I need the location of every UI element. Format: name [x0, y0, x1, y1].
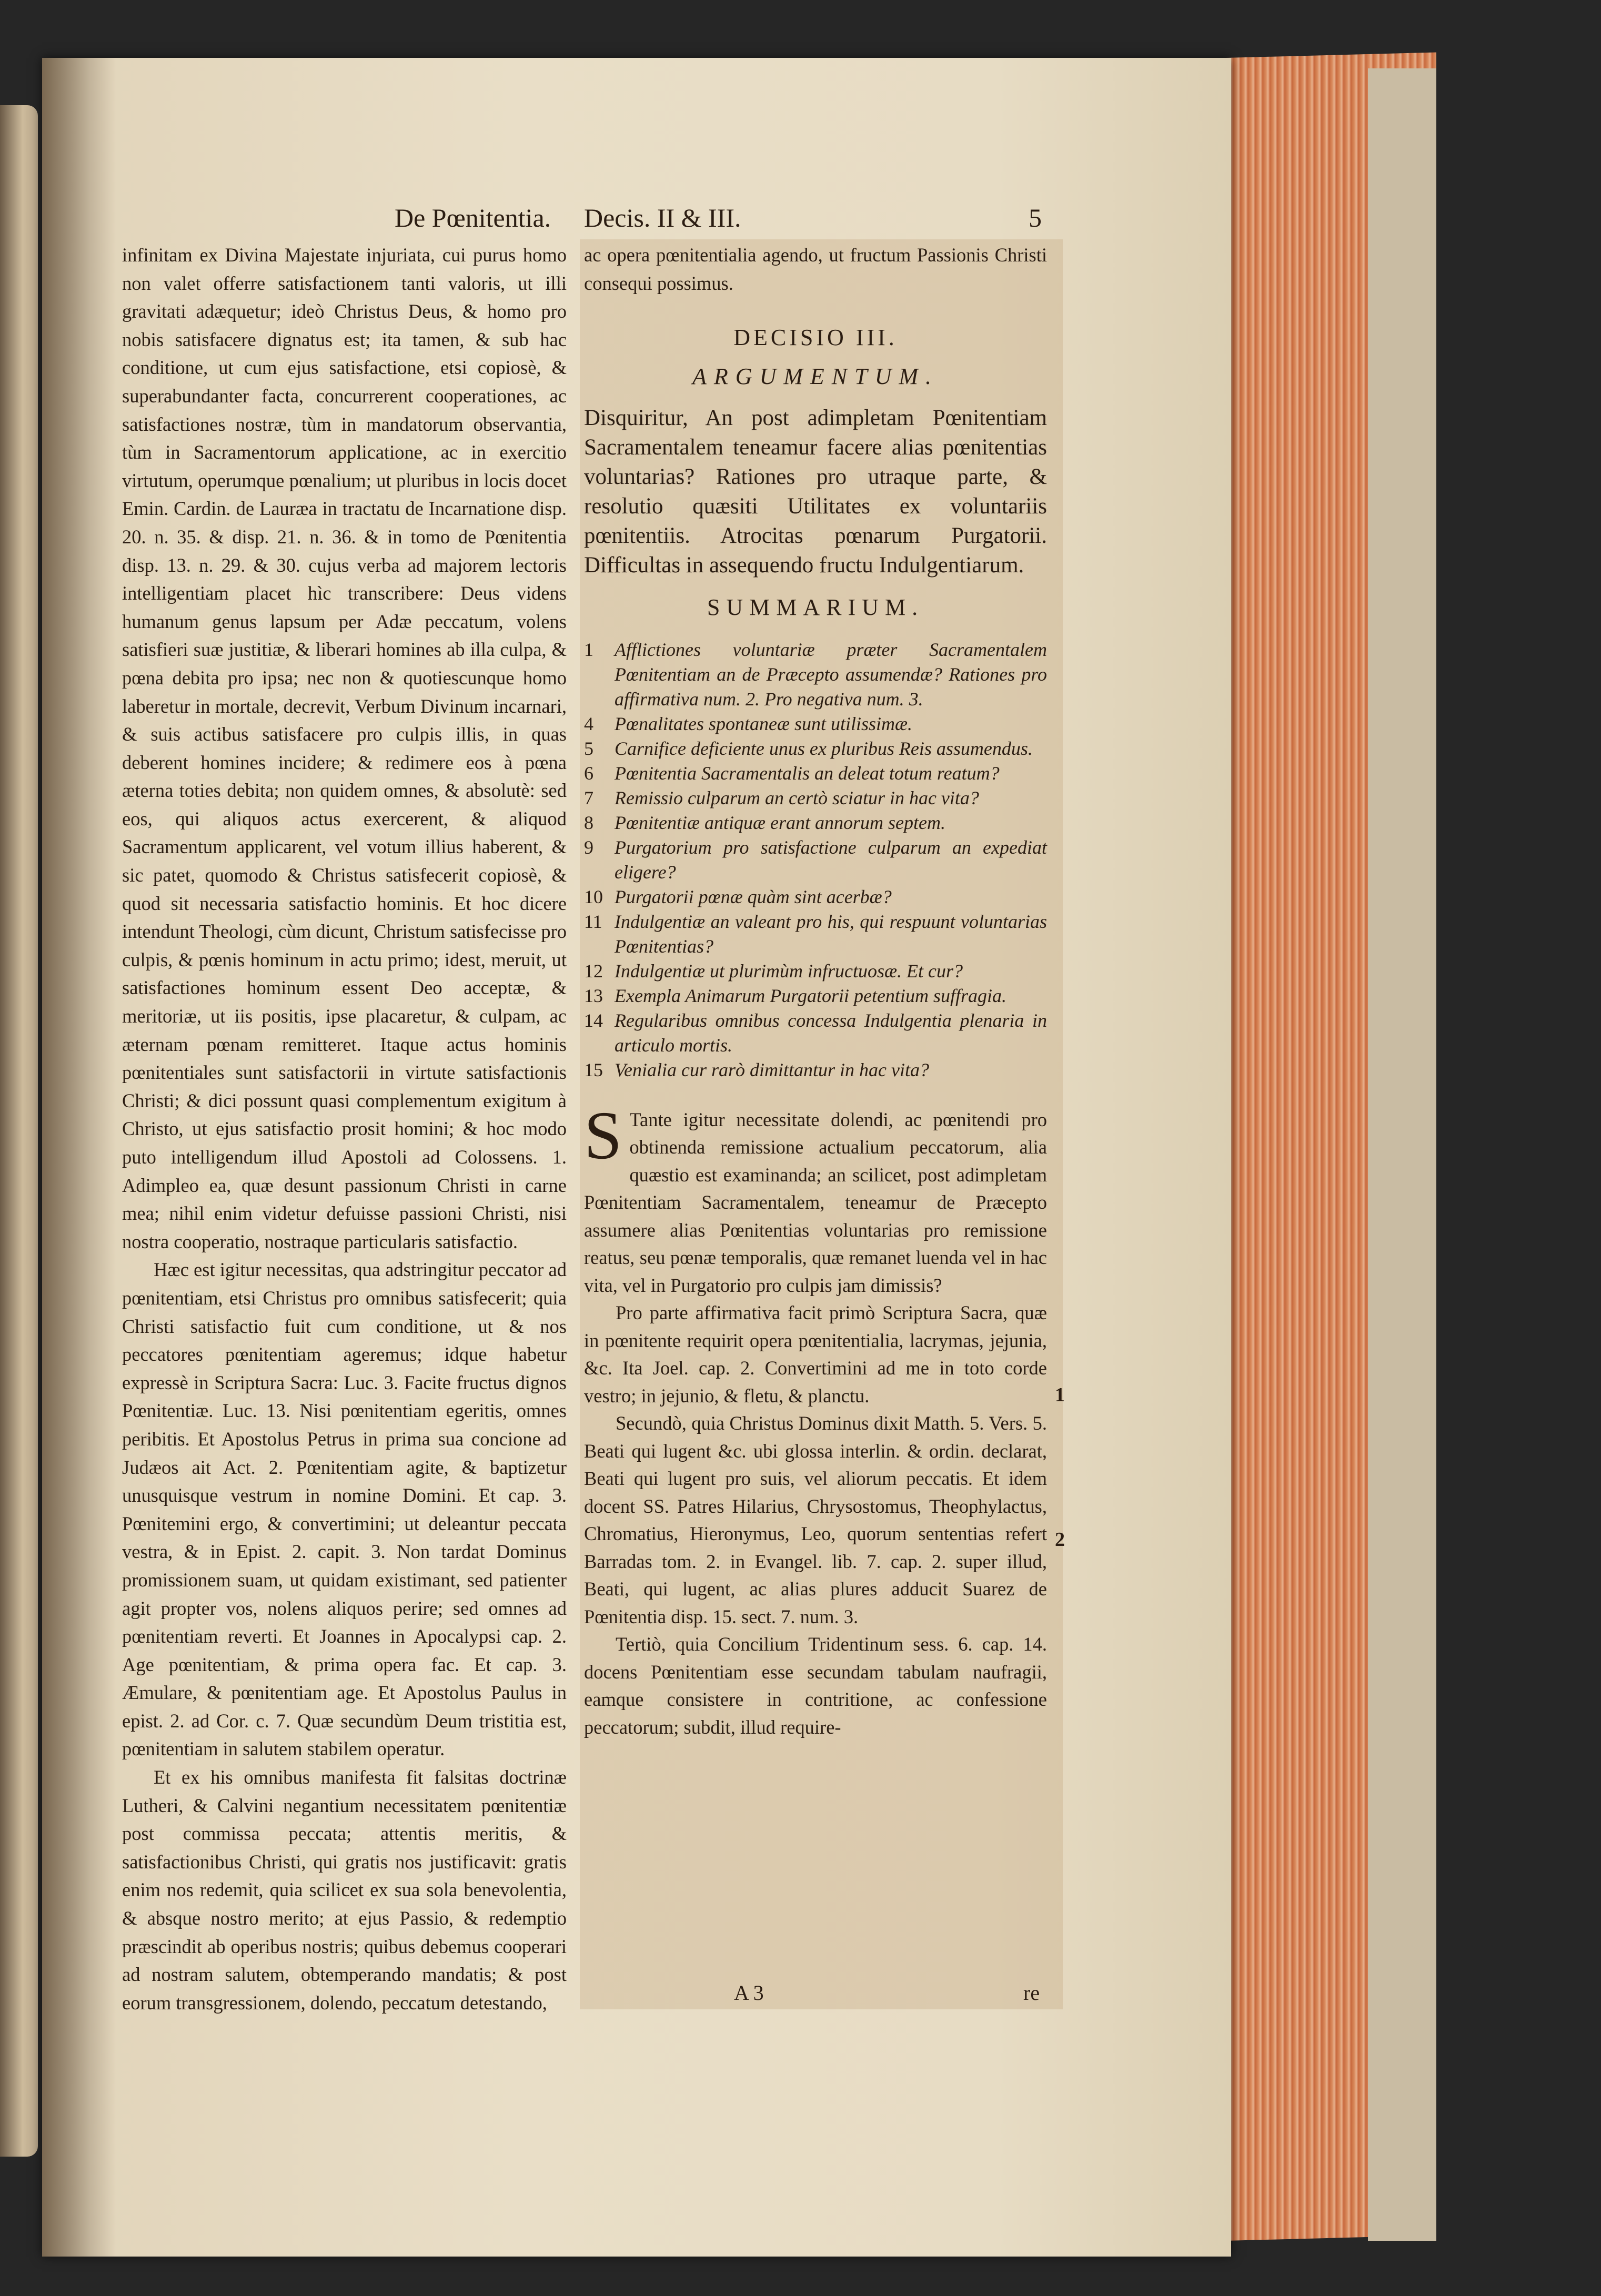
running-head-left: De Pœnitentia. — [395, 203, 551, 232]
summarium-item — [584, 712, 1047, 736]
summarium-number: 15 — [584, 1059, 603, 1080]
summarium-text: Carnifice deficiente unus ex pluribus Reis assumendus. — [615, 737, 1033, 759]
left-paragraph: infinitam ex Divina Majestate injuriata, cui purus homo non valet offerre satisfactionem tanti valoris, ut illi gravitati adæquetur; ideò Christus Deus, & homo pro nobis satisfacere dignatus est; ita tamen, & sub hac conditione, ut cum ejus satisfactione, etsi copiosè, & superabundanter facta, concurrerent cooperationes, ac satisfactiones nostræ, tùm in mandatorum observantia, tùm in Sacramentorum applicatione, ac in exercitio virtutum, operumque pœnalium; ut pluribus in locis docet Emin. Cardin. de Lauræa in tractatu de Incarnatione disp. 20. n. 35. & disp. 21. n. 36. & in tomo de Pœnitentia disp. 13. n. 29. & 30. cujus verba ad majorem lectoris intelligentiam placet hìc transcribere: Deus videns humanum genus lapsum per Adæ peccatum, volens satisfieri suæ justitiæ, & liberari homines ab illa culpa, & pœna debita pro ipsa; nec non & quotiescunque homo laberetur in mortale, decrevit, Verbum Divinum incarnari, & suis actibus satisfacere pro culpis illis, in quas deberent homines incidere; & redimere eos à pœna æterna toties debita; non quidem omnes, & absolutè: sed eos, qui aliquos actus exercerent, & aliquod Sacramentum applicarent, vel votum illius haberent, & sic patet, quomodo & Christus satisfecerit copiosè, & quod sit necessaria satisfactio hominis. Et hoc dicere intendunt Theologi, cùm dicunt, Christum satisfecisse pro culpis, & pœnis hominum in actu primo; idest, meruit, ut satisfactiones hominum essent Deo acceptæ, & meritoriæ, ut iis positis, ipse placaretur, & culpam, ac æternam pœnam remitteret. Itaque actus hominis pœnitentiales sunt satisfactorii in virtute satisfactionis Christi; & dici possunt quasi complementum exigitum à Christo, ut ejus satisfactio prosit homini; & hoc modo puto intelligendum illud Apostoli ad Colossens. 1. Adimpleo ea, quæ desunt passionum Christi in carne mea; nihil enim videtur defuisse passioni Christi, nisi nostra cooperatio, nostraque particularis satisfactio. — [122, 244, 567, 1252]
summarium-item — [584, 1008, 1047, 1058]
summarium-number: 1 — [584, 639, 593, 660]
margin-number: 2 — [1055, 1529, 1065, 1551]
summarium-item — [584, 835, 1047, 885]
body-paragraph — [584, 1097, 1047, 1300]
summarium-number: 13 — [584, 985, 603, 1006]
summarium-item — [584, 761, 1047, 786]
summarium-text: Pœnitentiæ antiquæ erant annorum septem. — [615, 812, 945, 833]
summarium-heading: SUMMARIUM. — [707, 594, 924, 621]
summarium-item — [584, 959, 1047, 984]
summarium-list — [584, 638, 1047, 1083]
body-paragraph: Tertiò, quia Concilium Tridentinum sess. 6. cap. 14. docens Pœnitentiam esse secundam tabulam naufragii, eamque consistere in contritione, ac confessione peccatorum; subdit, illud require- — [584, 1633, 1047, 1738]
drop-cap: S — [584, 1097, 622, 1174]
facing-page-edge — [0, 105, 38, 2157]
margin-number: 1 — [1055, 1384, 1065, 1406]
summarium-number: 11 — [584, 911, 602, 932]
summarium-item — [584, 786, 1047, 811]
summarium-text: Remissio culparum an certò sciatur in hac vita? — [615, 787, 979, 808]
running-head-middle: Decis. II & III. — [584, 203, 741, 232]
summarium-item — [584, 885, 1047, 909]
summarium-text: Indulgentiæ an valeant pro his, qui respuunt voluntarias Pœnitentias? — [615, 911, 1047, 957]
summarium-text: Purgatorii pœnæ quàm sint acerbæ? — [615, 886, 892, 907]
summarium-number: 14 — [584, 1009, 603, 1031]
decisio-body — [584, 1097, 1047, 1742]
left-paragraph: Hæc est igitur necessitas, qua adstringitur peccator ad pœnitentiam, etsi Christus pro omnibus satisfecerit; quia Christi satisfactio fuit cum conditione, ut & nos peccatores pœnitentiam ageremus; idque habetur expressè in Scriptura Sacra: Luc. 3. Facite fructus dignos Pœnitentiæ. Luc. 13. Nisi pœnitentiam egeritis, omnes peribitis. Et Apostolus Petrus in prima sua concione ad Judæos ait Act. 2. Pœnitentiam agite, & baptizetur unusquisque vestrum in nomine Domini. Et cap. 3. Pœnitemini ergo, & convertimini; ut deleantur peccata vestra, & in Epist. 2. capit. 3. Non tardat Dominus promissionem suam, ut quidam existimant, sed patienter agit propter vos, nolens aliquos perire; sed omnes ad pœnitentiam reverti. Et Joannes in Apocalypsi cap. 2. Age pœnitentiam, & prima opera fac. Et cap. 3. Æmulare, & pœnitentiam age. Et Apostolus Paulus in epist. 2. ad Cor. c. 7. Quæ secundùm Deum tristitia est, pœnitentiam in salutem stabilem operatur. — [122, 1259, 567, 1760]
argumentum-heading: ARGUMENTUM. — [692, 363, 939, 389]
summarium-text: Pœnalitates spontaneæ sunt utilissimæ. — [615, 713, 913, 734]
summarium-text: Indulgentiæ ut plurimùm infructuosæ. Et cur? — [615, 960, 963, 982]
summarium-text: Purgatorium pro satisfactione culparum an expediat eligere? — [615, 836, 1047, 883]
body-paragraph: Secundò, quia Christus Dominus dixit Matth. 5. Vers. 5. Beati qui lugent &c. ubi glossa interlin. & ordin. declarat, Beati qui lugent pro suis, vel aliorum peccatis. Et idem docent SS. Patres Hilarius, Chrysostomus, Theophylactus, Chromatius, Hieronymus, Leo, quorum sententias refert Barradas tom. 2. in Evangel. lib. 7. cap. 2. super illud, Beati, qui lugent, ac alias plures adducit Suarez de Pœnitentia disp. 15. sect. 7. num. 3. — [584, 1412, 1047, 1627]
summarium-number: 6 — [584, 762, 593, 784]
summarium-item — [584, 909, 1047, 959]
body-paragraph: Pro parte affirmativa facit primò Scriptura Sacra, quæ in pœnitente requirit opera pœnitentialia, lacrymas, jejunia, &c. Ita Joel. cap. 2. Convertimini ad me in toto corde vestro; in jejunio, & fletu, & planctu. — [584, 1302, 1047, 1407]
summarium-text: Afflictiones voluntariæ præter Sacramentalem Pœnitentiam an de Præcepto assumendæ? Rationes pro affirmativa num. 2. Pro negativa num. 3. — [615, 639, 1047, 710]
body-paragraph-text: Tante igitur necessitate dolendi, ac pœnitendi pro obtinenda remissione actualium peccatorum, alia quæstio est examinanda; an scilicet, post adimpletam Pœnitentiam Sacramentalem, teneamur de Præcepto assumere alias Pœnitentias voluntarias pro remissione reatus, seu pœnæ temporalis, quæ remanet luenda vel in hac vita, vel in Purgatorio pro culpis jam dimissis? — [584, 1108, 1047, 1296]
book-cover — [1368, 68, 1436, 2241]
summarium-number: 12 — [584, 960, 603, 982]
summarium-number: 5 — [584, 737, 593, 759]
summarium-item — [584, 638, 1047, 712]
summarium-text: Venialia cur rarò dimittantur in hac vita? — [615, 1059, 929, 1080]
summarium-item — [584, 811, 1047, 835]
intro-text: ac opera pœnitentialia agendo, ut fructum Passionis Christi consequi possimus. — [584, 244, 1047, 294]
summarium-text: Exempla Animarum Purgatorii petentium suffragia. — [615, 985, 1006, 1006]
left-column — [122, 241, 567, 2017]
argumentum-text: Disquiritur, An post adimpletam Pœnitentiam Sacramentalem teneamur facere alias pœnitentias voluntarias? Rationes pro utraque parte, & resolutio quæsiti Utilitates ex voluntariis pœnitentiis. Atrocitas pœnarum Purgatorii. Difficultas in assequendo fructu Indulgentiarum. — [584, 406, 1047, 578]
summarium-number: 10 — [584, 886, 603, 907]
summarium-number: 8 — [584, 812, 593, 833]
summarium-item — [584, 1058, 1047, 1083]
left-paragraph: Et ex his omnibus manifesta fit falsitas doctrinæ Lutheri, & Calvini negantium necessitatem pœnitentiæ post commissa peccata; attentis meritis, & satisfactionibus Christi, qui gratis nos justificavit: gratis enim nos redemit, quia scilicet ex sua sola benevolentia, & absque nostro merito; at ejus Passio, & redemptio præscindit ab operibus nostris; quibus debemus cooperari ad nostram salutem, obtemperando mandatis; & post eorum transgressionem, dolendo, peccatum detestando, — [122, 1766, 567, 2014]
summarium-text: Pœnitentia Sacramentalis an deleat totum reatum? — [615, 762, 1000, 784]
summarium-number: 9 — [584, 836, 593, 858]
summarium-item — [584, 736, 1047, 761]
catchword: re — [1023, 1981, 1040, 2005]
signature-mark: A 3 — [734, 1981, 764, 2005]
summarium-number: 7 — [584, 787, 593, 808]
decisio-heading: DECISIO III. — [733, 325, 898, 351]
summarium-item — [584, 984, 1047, 1008]
page-number: 5 — [1029, 203, 1042, 232]
gutter-shadow — [42, 58, 116, 2257]
summarium-text: Regularibus omnibus concessa Indulgentia plenaria in articulo mortis. — [615, 1009, 1047, 1056]
right-column — [584, 241, 1047, 1741]
summarium-number: 4 — [584, 713, 593, 734]
